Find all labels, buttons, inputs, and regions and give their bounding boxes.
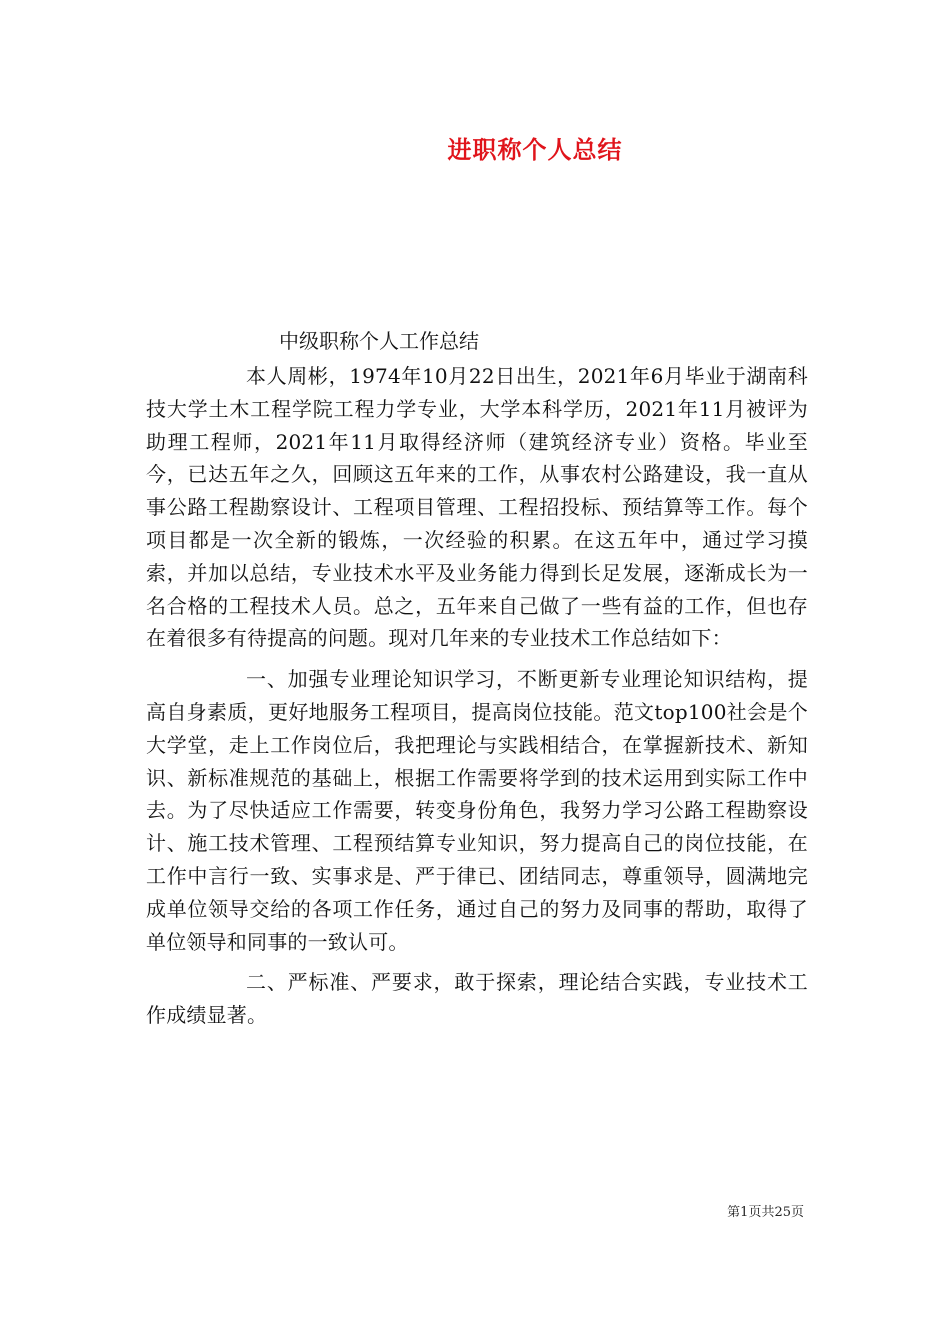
paragraph-intro: 本人周彬，1974年10月22日出生，2021年6月毕业于湖南科技大学土木工程学院工程力学专业，大学本科学历，2021年11月被评为助理工程师，2021年11月取得经济师（建筑经济专业）资格。毕业至今，已达五年之久，回顾这五年来的工作，从事农村公路建设，我一直从事公路工程勘察设计、工程项目管理、工程招投标、预结算等工作。每个项目都是一次全新的锻炼，一次经验的积累。在这五年中，通过学习摸索，并加以总结，专业技术水平及业务能力得到长足发展，逐渐成长为一名合格的工程技术人员。总之，五年来自己做了一些有益的工作，但也存在着很多有待提高的问题。现对几年来的专业技术工作总结如下： [146, 364, 808, 651]
document-title: 进职称个人总结 [447, 136, 623, 164]
paragraph-section-two: 二、严标准、严要求，敢于探索，理论结合实践，专业技术工作成绩显著。 [146, 970, 808, 1028]
page-number: 第1页共25页 [727, 1205, 804, 1220]
paragraph-section-one: 一、加强专业理论知识学习，不断更新专业理论知识结构，提高自身素质，更好地服务工程项目，提高岗位技能。范文top100社会是个大学堂，走上工作岗位后，我把理论与实践相结合，在掌握新技术、新知识、新标准规范的基础上，根据工作需要将学到的技术运用到实际工作中去。为了尽快适应工作需要，转变身份角色，我努力学习公路工程勘察设计、施工技术管理、工程预结算专业知识，努力提高自己的岗位技能，在工作中言行一致、实事求是、严于律已、团结同志，尊重领导，圆满地完成单位领导交给的各项工作任务，通过自己的努力及同事的帮助，取得了单位领导和同事的一致认可。 [146, 667, 808, 954]
document-subtitle: 中级职称个人工作总结 [279, 329, 479, 353]
document-body [146, 360, 808, 1032]
